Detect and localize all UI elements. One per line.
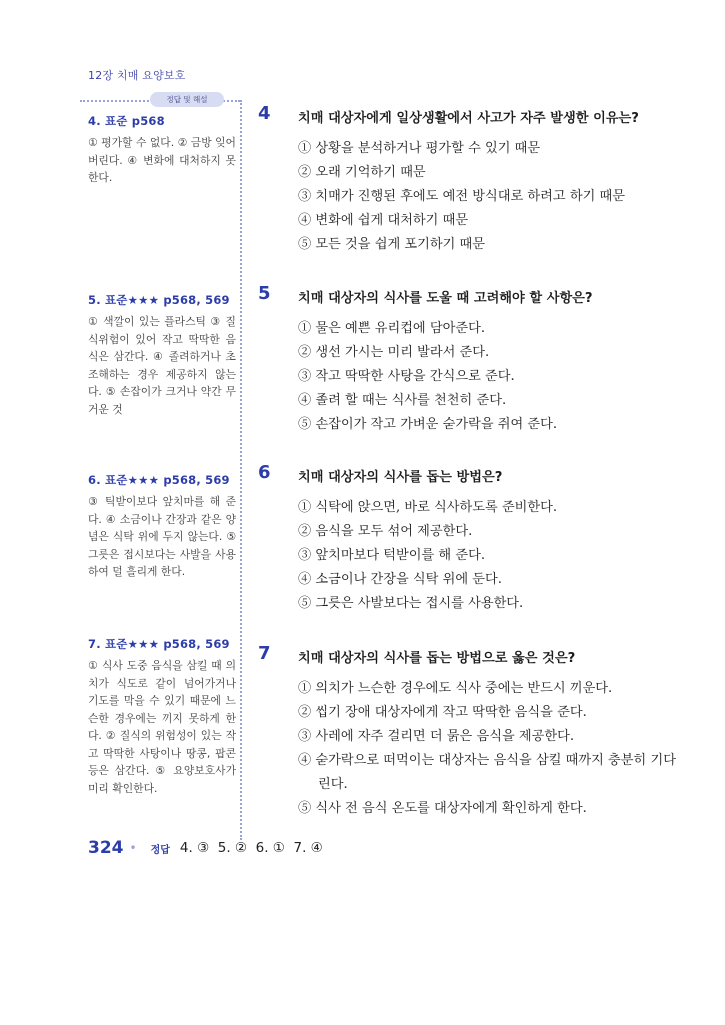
explanation-4	[88, 113, 236, 187]
option-1[interactable]: ① 의치가 느슨한 경우에도 식사 중에는 반드시 끼운다.	[298, 681, 613, 696]
option-list	[298, 496, 678, 616]
option-3[interactable]: ③ 작고 딱딱한 사탕을 간식으로 준다.	[298, 369, 515, 384]
option-list	[298, 677, 678, 821]
answer-label: 정답	[150, 844, 170, 856]
explanation-title: 4. 표준 p568	[88, 114, 165, 128]
option-2[interactable]: ② 씹기 장애 대상자에게 작고 딱딱한 음식을 준다.	[298, 705, 587, 720]
question-number: 6	[258, 462, 271, 483]
option-5[interactable]: ⑤ 그릇은 사발보다는 접시를 사용한다.	[298, 596, 524, 611]
option-2[interactable]: ② 오래 기억하기 때문	[298, 165, 426, 180]
question-text: 치매 대상자에게 일상생활에서 사고가 자주 발생한 이유는?	[298, 111, 639, 126]
question-text: 치매 대상자의 식사를 돕는 방법은?	[298, 470, 503, 485]
option-list	[298, 137, 678, 257]
explanation-5	[88, 292, 236, 418]
explanation-7	[88, 636, 236, 797]
option-1[interactable]: ① 물은 예쁜 유리컵에 담아준다.	[298, 321, 486, 336]
option-3[interactable]: ③ 앞치마보다 턱받이를 해 준다.	[298, 548, 486, 563]
explanation-6	[88, 472, 236, 581]
option-list	[298, 317, 678, 437]
chapter-header: 12장 치매 요양보호	[88, 69, 186, 82]
answer-explanation-tab: 정답 및 해설	[150, 92, 224, 107]
explanation-title: 5. 표준★★★ p568, 569	[88, 293, 230, 307]
option-4[interactable]: ④ 소금이나 간장을 식탁 위에 둔다.	[298, 572, 502, 587]
explanation-title: 6. 표준★★★ p568, 569	[88, 473, 230, 487]
option-2[interactable]: ② 음식을 모두 섞어 제공한다.	[298, 524, 473, 539]
page-footer	[88, 838, 323, 858]
page-number: 324	[88, 838, 124, 858]
option-3[interactable]: ③ 사레에 자주 걸리면 더 묽은 음식을 제공한다.	[298, 729, 575, 744]
option-2[interactable]: ② 생선 가시는 미리 발라서 준다.	[298, 345, 490, 360]
option-5[interactable]: ⑤ 손잡이가 작고 가벼운 숟가락을 쥐여 준다.	[298, 417, 558, 432]
question-text: 치매 대상자의 식사를 돕는 방법으로 옳은 것은?	[298, 651, 576, 666]
option-4[interactable]: ④ 변화에 쉽게 대처하기 때문	[298, 213, 469, 228]
option-5[interactable]: ⑤ 모든 것을 쉽게 포기하기 때문	[298, 237, 486, 252]
explanation-text: ① 평가할 수 없다. ② 금방 잊어버린다. ④ 변화에 대처하지 못한다.	[88, 136, 236, 184]
explanation-title: 7. 표준★★★ p568, 569	[88, 637, 230, 651]
question-number: 5	[258, 283, 271, 304]
explanation-text: ① 식사 도중 음식을 삼킬 때 의치가 식도로 같이 넘어가거나 기도를 막을 수 있기 때문에 느슨한 경우에는 끼지 못하게 한다. ② 질식의 위험성이 있는 작고 딱딱한 사탕이나 땅콩, 팝콘 등은 삼간다. ⑤ 요양보호사가 미리 확인한다.	[88, 659, 236, 795]
option-3[interactable]: ③ 치매가 진행된 후에도 예전 방식대로 하려고 하기 때문	[298, 189, 625, 204]
option-5[interactable]: ⑤ 식사 전 음식 온도를 대상자에게 확인하게 한다.	[298, 801, 587, 816]
option-4[interactable]: ④ 숟가락으로 떠먹이는 대상자는 음식을 삼킬 때까지 충분히 기다린다.	[298, 753, 676, 792]
answer-key: 4. ③ 5. ② 6. ① 7. ④	[179, 840, 323, 856]
explanation-text: ③ 틱받이보다 앞치마를 해 준다. ④ 소금이나 간장과 같은 양념은 식탁 위에 두지 않는다. ⑤ 그릇은 접시보다는 사발을 사용하여 덜 흘리게 한다.	[88, 495, 236, 578]
question-number: 7	[258, 643, 271, 664]
question-number: 4	[258, 103, 271, 124]
option-4[interactable]: ④ 졸려 할 때는 식사를 천천히 준다.	[298, 393, 507, 408]
option-1[interactable]: ① 상황을 분석하거나 평가할 수 있기 때문	[298, 141, 541, 156]
column-divider	[240, 100, 242, 840]
footer-bullet: •	[129, 841, 137, 855]
question-text: 치매 대상자의 식사를 도울 때 고려해야 할 사항은?	[298, 291, 593, 306]
explanation-text: ① 색깔이 있는 플라스틱 ③ 질식위험이 있어 작고 딱딱한 음식은 삼간다. ④ 졸려하거나 초조해하는 경우 제공하지 않는다. ⑤ 손잡이가 크거나 약간 무거운 것	[88, 315, 236, 416]
option-1[interactable]: ① 식탁에 앉으면, 바로 식사하도록 준비한다.	[298, 500, 558, 515]
